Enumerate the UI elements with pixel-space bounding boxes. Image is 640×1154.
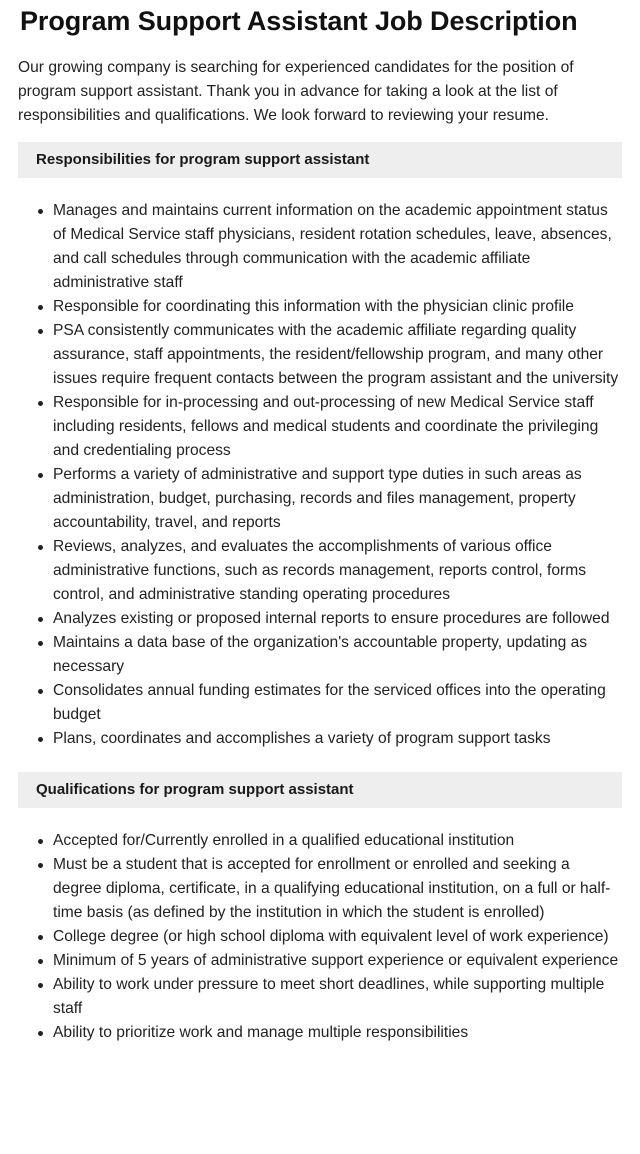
- responsibility-item: Analyzes existing or proposed internal reports to ensure procedures are followed: [18, 607, 622, 631]
- qualification-item: Ability to prioritize work and manage multiple responsibilities: [18, 1021, 622, 1045]
- responsibility-item: Reviews, analyzes, and evaluates the accomplishments of various office administrative functions, such as records management, reports control, forms control, and administrative standing operating procedures: [18, 535, 622, 607]
- responsibilities-list: [18, 199, 622, 751]
- intro-paragraph: Our growing company is searching for experienced candidates for the position of program support assistant. Thank you in advance for taking a look at the list of responsibilities and qualifications. We look forward to reviewing your resume.: [18, 59, 574, 124]
- qualification-item: Ability to work under pressure to meet short deadlines, while supporting multiple staff: [18, 973, 622, 1021]
- page-title: Program Support Assistant Job Description: [20, 6, 578, 36]
- qualification-item: Must be a student that is accepted for enrollment or enrolled and seeking a degree diploma, certificate, in a qualifying educational institution, on a full or half-time basis (as defined by the institution in which the student is enrolled): [18, 853, 622, 925]
- responsibility-item: Consolidates annual funding estimates for the serviced offices into the operating budget: [18, 679, 622, 727]
- qualification-item: Minimum of 5 years of administrative support experience or equivalent experience: [18, 949, 622, 973]
- responsibility-item: Maintains a data base of the organization's accountable property, updating as necessary: [18, 631, 622, 679]
- responsibility-item: Responsible for in-processing and out-processing of new Medical Service staff including residents, fellows and medical students and coordinate the privileging and credentialing process: [18, 391, 622, 463]
- responsibility-item: Plans, coordinates and accomplishes a variety of program support tasks: [18, 727, 622, 751]
- qualification-item: College degree (or high school diploma with equivalent level of work experience): [18, 925, 622, 949]
- qualification-item: Accepted for/Currently enrolled in a qualified educational institution: [18, 829, 622, 853]
- responsibility-item: Manages and maintains current information on the academic appointment status of Medical Service staff physicians, resident rotation schedules, leave, absences, and call schedules through communication with the academic affiliate administrative staff: [18, 199, 622, 295]
- responsibilities-heading: Responsibilities for program support assistant: [18, 142, 622, 178]
- responsibility-item: PSA consistently communicates with the academic affiliate regarding quality assurance, staff appointments, the resident/fellowship program, and many other issues require frequent contacts between the program assistant and the university: [18, 319, 622, 391]
- responsibility-item: Responsible for coordinating this information with the physician clinic profile: [18, 295, 622, 319]
- responsibility-item: Performs a variety of administrative and support type duties in such areas as administration, budget, purchasing, records and files management, property accountability, travel, and reports: [18, 463, 622, 535]
- qualifications-heading: Qualifications for program support assistant: [18, 772, 622, 808]
- qualifications-list: [18, 829, 622, 1045]
